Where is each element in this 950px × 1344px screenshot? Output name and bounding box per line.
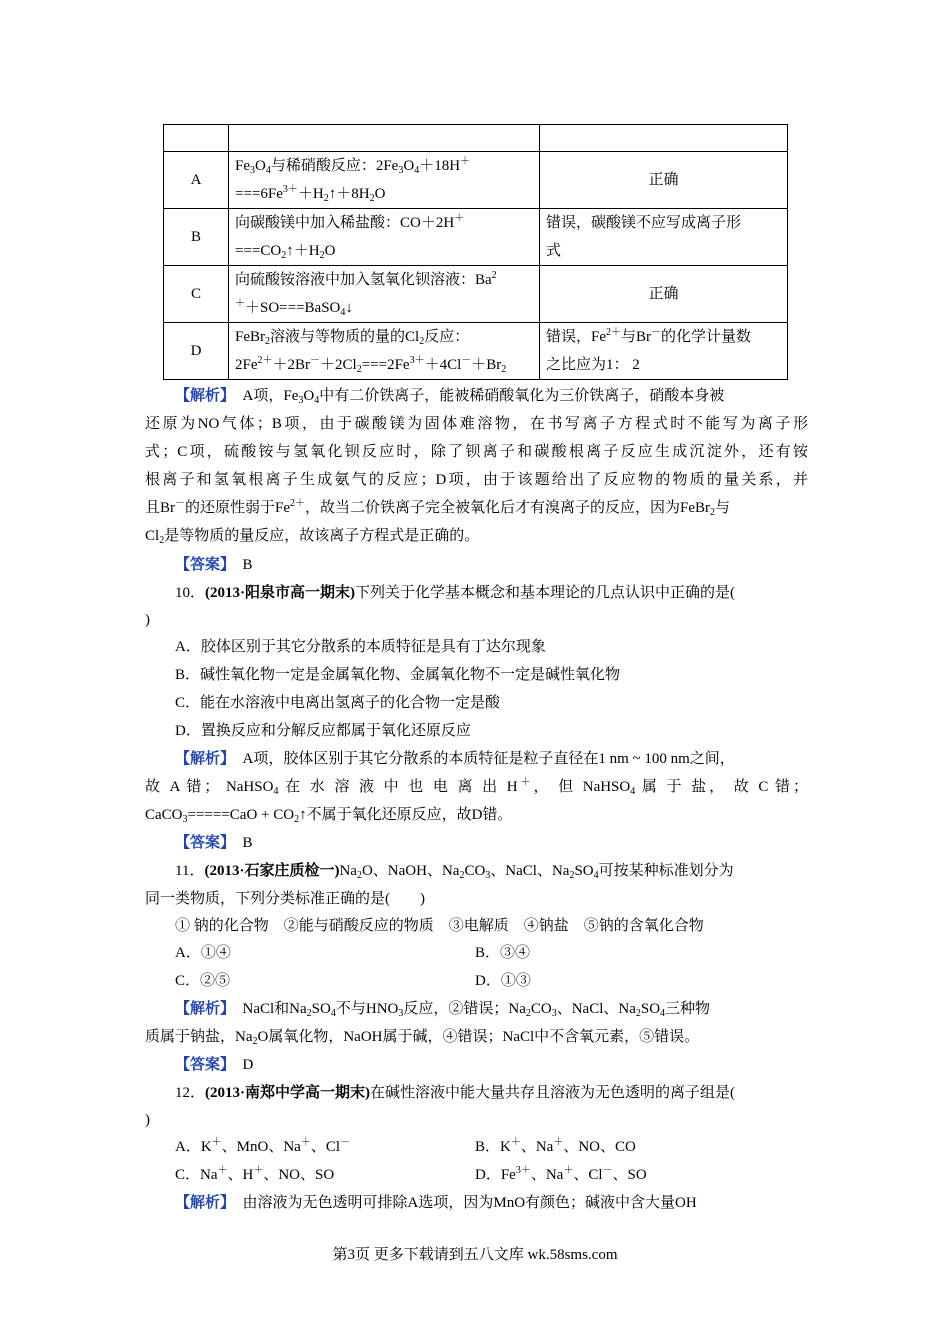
option-b: B．K＋、Na＋、NO、CO	[475, 1137, 636, 1155]
answer-tag: 【答案】	[175, 557, 228, 573]
evaluation-cell: 正确	[540, 152, 788, 209]
answer-value: B	[242, 835, 253, 851]
table-row	[164, 152, 788, 209]
option-a: A．胶体区别于其它分散系的本质特征是具有丁达尔现象	[175, 639, 546, 655]
option-a: A．K＋、MnO、Na＋、Cl－	[175, 1137, 351, 1155]
question-source: (2013·石家庄质检一)	[204, 863, 340, 879]
option-a: A．①④	[175, 945, 231, 961]
analysis-tag: 【解析】	[175, 388, 228, 404]
option-c: C．能在水溶液中电离出氢离子的化合物一定是酸	[175, 695, 501, 711]
analysis-line: 【解析】 A项，胶体区别于其它分散系的本质特征是粒子直径在1 nm ~ 100 nm之间，	[175, 751, 735, 767]
option-c: C．Na＋、H＋、NO、SO	[175, 1165, 335, 1183]
option-b: B．③④	[475, 945, 531, 961]
equation-cell: $Fe_3O_4$与稀硝酸反应：$2Fe_3O_4+18H^+$ $===6Fe^{3+}+H_2↑+8H_2O$	[229, 152, 540, 209]
table-row	[164, 209, 788, 266]
reaction-table	[163, 124, 788, 380]
question-stem: 同一类物质，下列分类标准正确的是( )	[145, 891, 425, 907]
table-row	[164, 266, 788, 323]
option-b: B．碱性氧化物一定是金属氧化物、金属氧化物不一定是碱性氧化物	[175, 667, 621, 683]
option-c: C．②⑤	[175, 973, 231, 989]
answer-line	[175, 555, 253, 575]
question-stem: 10．(2013·阳泉市高一期末)下列关于化学基本概念和基本理论的几点认识中正确的是(	[175, 585, 736, 601]
option-cell: D	[164, 323, 229, 380]
analysis-line: 故 A 错； NaHSO$_4$ 在 水 溶 液 中 也 电 离 出 H＋， 但 NaHSO$_4$ 属 于 盐， 故 C 错；	[145, 777, 808, 797]
question-source: (2013·南郑中学高一期末)	[205, 1085, 371, 1101]
analysis-line: 式；C项，硫酸铵与氢氧化钡反应时，除了钡离子和碳酸根离子反应生成沉淀外，还有铵	[145, 444, 808, 460]
table-header-cell	[229, 125, 540, 152]
option-cell: A	[164, 152, 229, 209]
equation-cell: 向硫酸铵溶液中加入氢氧化钡溶液：Ba$^2$ ＋＋SO===BaSO$_4$↓	[229, 266, 540, 323]
question-stem: 12．(2013·南郑中学高一期末)在碱性溶液中能大量共存且溶液为无色透明的离子组是(	[175, 1085, 736, 1101]
option-cell: B	[164, 209, 229, 266]
equation-cell: FeBr$_2$溶液与等物质的量的$Cl_2$反应： $2Fe^{2+}+2Br^-+2Cl_2===2Fe^{3+}+4Cl^-+Br_2$	[229, 323, 540, 380]
criteria-line: ① 钠的化合物 ②能与硝酸反应的物质 ③电解质 ④钠盐 ⑤钠的含氧化合物	[175, 918, 704, 934]
answer-line: 【答案】 D	[175, 1057, 254, 1073]
page-footer: 第3页 更多下载请到五八文库 wk.58sms.com	[332, 1247, 618, 1263]
option-d: D．①③	[475, 973, 531, 989]
option-d: D．$Fe^{3+}$、Na＋、Cl－、SO	[475, 1165, 647, 1183]
evaluation-cell: 错误，$Fe^{2+}$与Br－的化学计量数 之比应为1： 2	[540, 323, 788, 380]
answer-line: 【答案】 B	[175, 835, 253, 851]
analysis-line: 根离子和氢氧根离子生成氨气的反应；D项，由于该题给出了反应物的物质的量关系，并	[145, 472, 808, 488]
analysis-line: $Cl_2$是等物质的量反应，故该离子方程式是正确的。	[145, 528, 480, 546]
evaluation-cell: 错误，碳酸镁不应写成离子形 式	[540, 209, 788, 266]
analysis-line: 【解析】 NaCl和$Na_2SO_4$不与$HNO_3$反应，②错误；$Na_2CO_3$、NaCl、$Na_2SO_4$三种物	[175, 1001, 711, 1019]
table-header-cell	[540, 125, 788, 152]
option-d: D．置换反应和分解反应都属于氧化还原反应	[175, 723, 471, 739]
question-stem-end: )	[145, 612, 150, 628]
question-stem-end: )	[145, 1112, 150, 1128]
option-cell: C	[164, 266, 229, 323]
answer-value: D	[242, 1057, 254, 1073]
equation-cell: 向碳酸镁中加入稀盐酸：CO＋2H＋ $===CO_2↑+H_2O$	[229, 209, 540, 266]
analysis-line: 还原为NO气体；B项，由于碳酸镁为固体难溶物，在书写离子方程式时不能写为离子形	[145, 416, 808, 432]
question-stem: 11．(2013·石家庄质检一)$Na_2O$、NaOH、$Na_2CO_3$、NaCl、$Na_2SO_4$可按某种标准划分为	[175, 863, 734, 881]
analysis-line: 质属于钠盐，$Na_2O$属氧化物，NaOH属于碱，④错误；NaCl中不含氧元素，⑤错误。	[145, 1029, 700, 1047]
analysis-line: CaCO$_3$=====CaO + $CO_2↑$不属于氧化还原反应，故D错。	[145, 807, 513, 825]
table-header-cell	[164, 125, 229, 152]
question-source: (2013·阳泉市高一期末)	[205, 585, 356, 601]
table-row	[164, 323, 788, 380]
analysis-line: 【解析】 由溶液为无色透明可排除A选项，因为MnO有颜色；碱液中含大量OH	[175, 1195, 697, 1211]
analysis-line: 且Br－的还原性弱于$Fe^{2+}$，故当二价铁离子完全被氧化后才有溴离子的反应，因为FeBr$_2$与	[145, 498, 731, 518]
answer-value: B	[242, 557, 253, 573]
evaluation-cell: 正确	[540, 266, 788, 323]
analysis-line: 【解析】 A项，$Fe_3O_4$中有二价铁离子，能被稀硝酸氧化为三价铁离子，硝酸本身被	[175, 388, 725, 406]
